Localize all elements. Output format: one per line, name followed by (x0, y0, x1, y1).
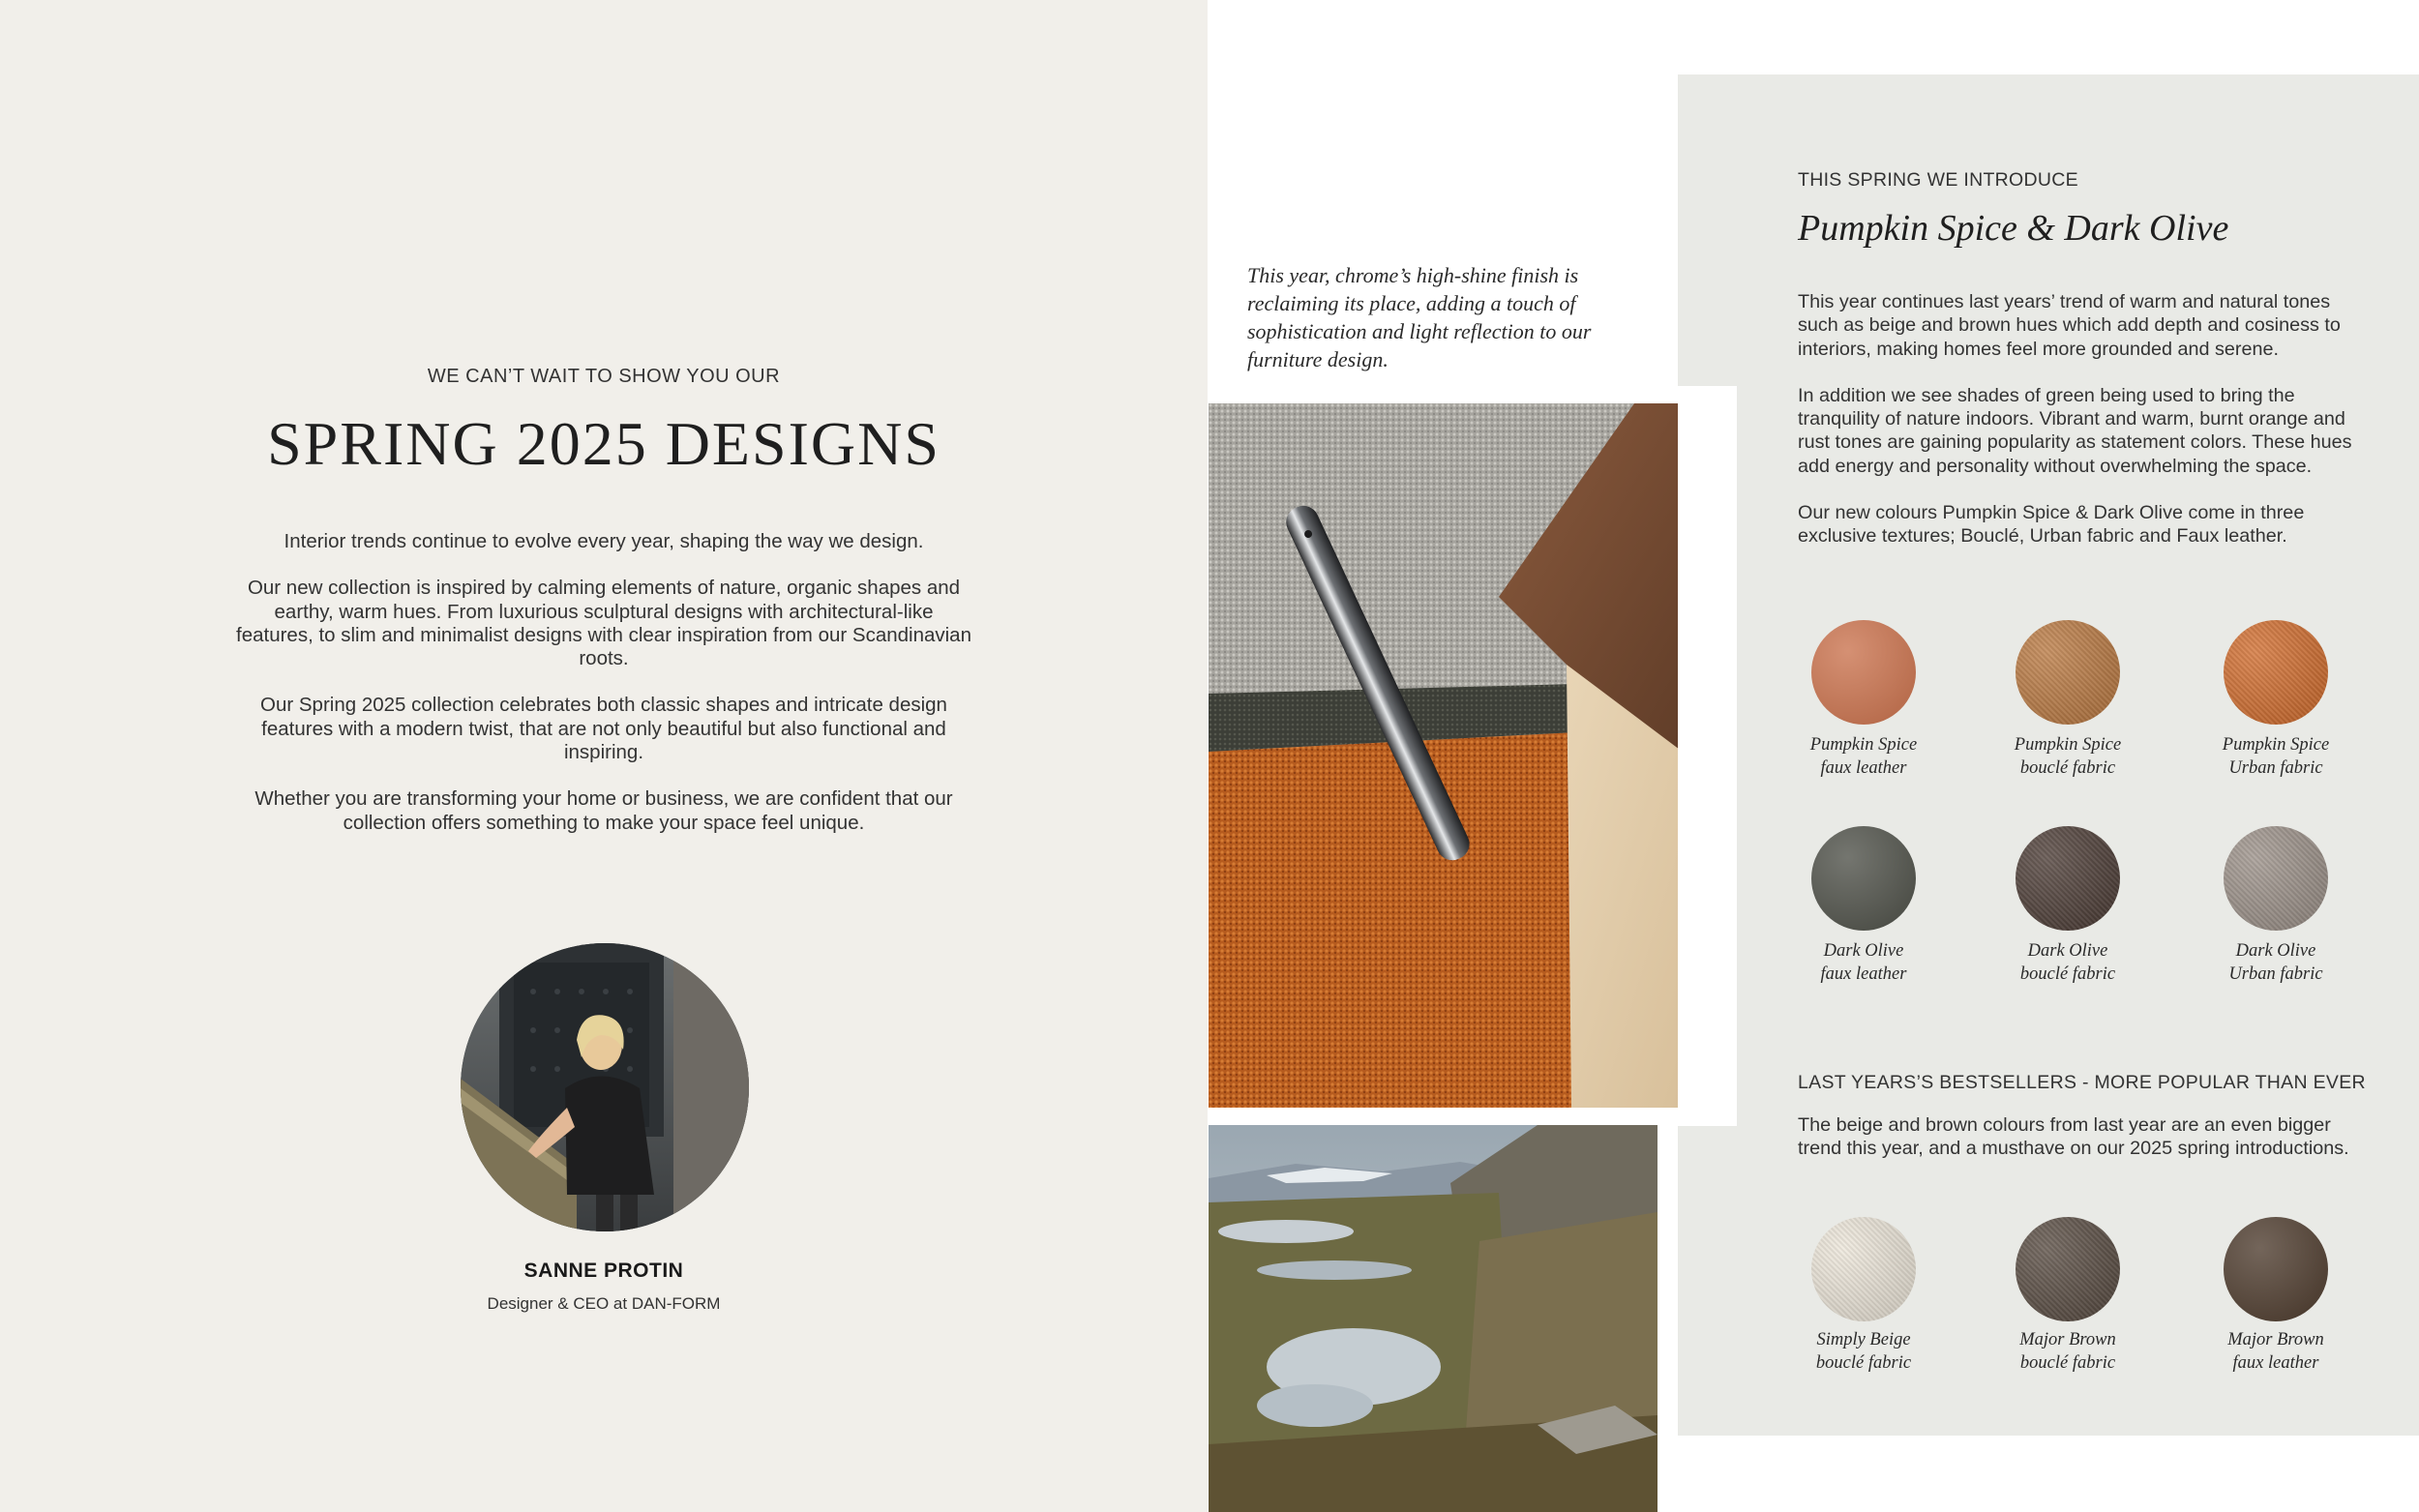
spring-paragraph: In addition we see shades of green being used to bring the tranquility of nature indoors. Vibrant and warm, burnt orange and rust tones are gaining popularity as statement colors. These hues add energy and personality without overwhelming the space. (1798, 384, 2352, 477)
spring-kicker: THIS SPRING WE INTRODUCE (1798, 169, 2078, 191)
swatch-dark-olive-urban (2224, 826, 2328, 931)
swatch-label (2184, 1328, 2368, 1375)
intro-kicker: WE CAN’T WAIT TO SHOW YOU OUR (427, 366, 781, 387)
designer-role: Designer & CEO at DAN-FORM (487, 1294, 721, 1313)
panel-cutout (1678, 386, 1737, 1126)
swatch-name: Dark Olive (2235, 941, 2316, 961)
swatch-major-brown-boucle (2016, 1217, 2120, 1321)
swatch-material: faux leather (1820, 758, 1907, 778)
swatch-name: Pumpkin Spice (1809, 735, 1918, 755)
swatch-label (1772, 733, 1956, 780)
swatch-name: Major Brown (2227, 1330, 2324, 1349)
swatch-pumpkin-spice-urban (2224, 620, 2328, 725)
intro-paragraph: Interior trends continue to evolve every year, shaping the way we design. (284, 530, 924, 552)
swatch-material: Urban fabric (2228, 964, 2323, 984)
materials-illustration (1209, 403, 1715, 1108)
swatch-material: bouclé fabric (1815, 1353, 1912, 1373)
swatch-name: Dark Olive (1823, 941, 1904, 961)
spring-paragraph: Our new colours Pumpkin Spice & Dark Olive come in three exclusive textures; Bouclé, Urban fabric and Faux leather. (1798, 502, 2305, 548)
swatch-material: bouclé fabric (2019, 964, 2116, 984)
swatch-label (1976, 1328, 2160, 1375)
swatch-label (1772, 1328, 1956, 1375)
swatch-label (2184, 939, 2368, 986)
swatch-major-brown-faux-leather (2224, 1217, 2328, 1321)
swatch-material: Urban fabric (2228, 758, 2323, 778)
intro-paragraph: Our new collection is inspired by calming elements of nature, organic shapes and earthy, warm hues. From luxurious sculptural designs with architectural-like features, to slim and minimalist designs with clear inspiration from our Scandinavian roots. (236, 577, 971, 670)
swatch-label (1976, 733, 2160, 780)
swatch-label (2184, 733, 2368, 780)
spring-body (1798, 290, 2369, 572)
bestsellers-body (1798, 1113, 2369, 1184)
spring-paragraph: This year continues last years’ trend of warm and natural tones such as beige and brown hues which add depth and cosiness to interiors, making homes feel more grounded and serene. (1798, 291, 2341, 360)
chrome-quote: This year, chrome’s high-shine finish is reclaiming its place, adding a touch of sophistication and light reflection to our furniture design. (1247, 263, 1592, 371)
swatch-material: faux leather (2232, 1353, 2319, 1373)
swatch-material: bouclé fabric (2019, 1353, 2116, 1373)
swatch-name: Simply Beige (1816, 1330, 1911, 1349)
spring-title: Pumpkin Spice & Dark Olive (1798, 208, 2229, 249)
designer-name: SANNE PROTIN (523, 1260, 684, 1282)
swatch-dark-olive-faux-leather (1811, 826, 1916, 931)
intro-paragraph: Our Spring 2025 collection celebrates both classic shapes and intricate design features with a modern twist, that are not only beautiful but also functional and inspiring. (260, 694, 947, 764)
materials-photo (1209, 403, 1715, 1108)
swatch-label (1772, 939, 1956, 986)
bestsellers-kicker: LAST YEARS’S BESTSELLERS - MORE POPULAR THAN EVER (1798, 1072, 2366, 1093)
swatch-material: faux leather (1820, 964, 1907, 984)
intro-paragraph: Whether you are transforming your home or business, we are confident that our collection offers something to make your space feel unique. (254, 787, 953, 834)
swatch-name: Pumpkin Spice (2014, 735, 2122, 755)
swatch-pumpkin-spice-faux-leather (1811, 620, 1916, 725)
landscape-photo (1209, 1125, 1657, 1512)
swatch-name: Major Brown (2019, 1330, 2116, 1349)
swatch-dark-olive-boucle (2016, 826, 2120, 931)
intro-body (236, 530, 971, 858)
swatch-name: Pumpkin Spice (2222, 735, 2330, 755)
swatch-simply-beige-boucle (1811, 1217, 1916, 1321)
bestsellers-text: The beige and brown colours from last year are an even bigger trend this year, and a musthave on our 2025 spring introductions. (1798, 1114, 2349, 1160)
swatch-material: bouclé fabric (2019, 758, 2116, 778)
landscape-illustration (1209, 1125, 1657, 1512)
portrait-illustration (461, 943, 749, 1231)
swatch-pumpkin-spice-boucle (2016, 620, 2120, 725)
designer-portrait (461, 943, 749, 1231)
swatch-label (1976, 939, 2160, 986)
intro-title: SPRING 2025 DESIGNS (267, 409, 941, 478)
swatch-name: Dark Olive (2027, 941, 2108, 961)
